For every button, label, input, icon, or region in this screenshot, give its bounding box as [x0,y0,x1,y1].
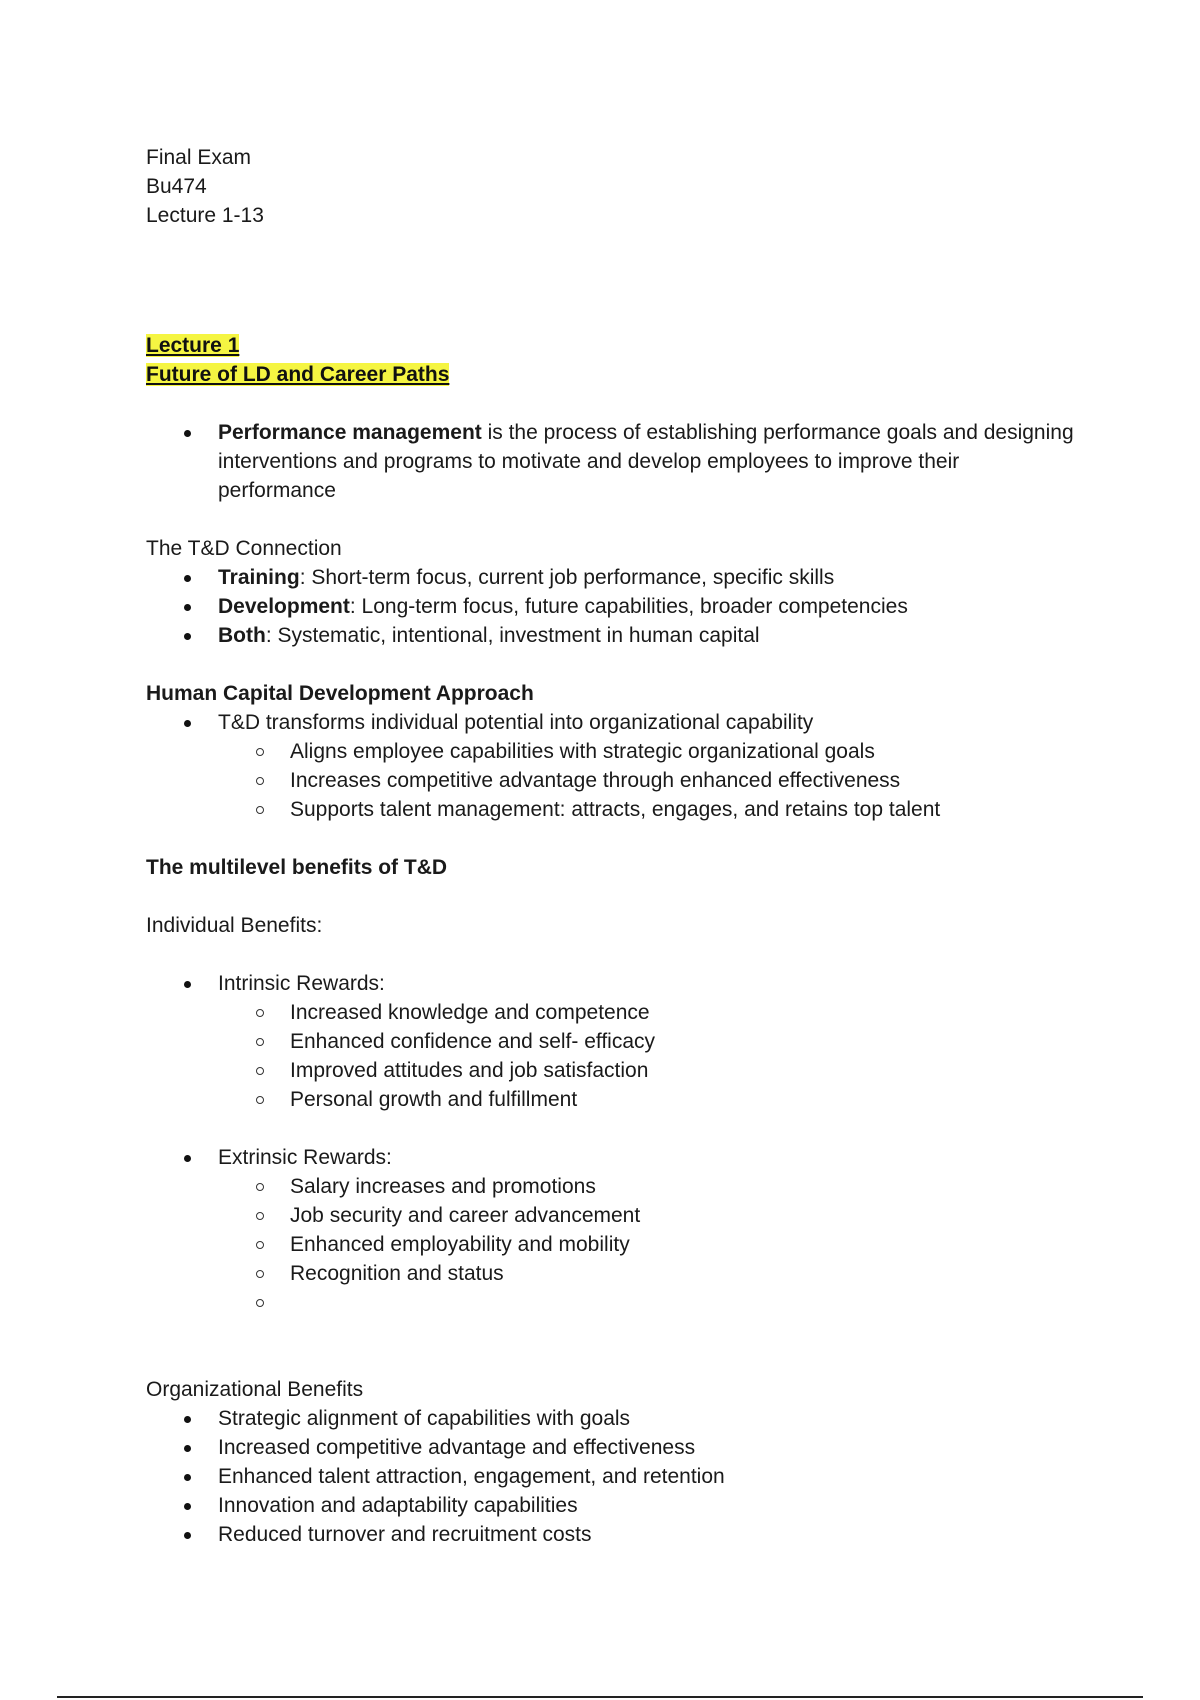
sublist-item: Job security and career advancement [146,1201,1066,1230]
hollow-bullet-icon [256,1096,264,1104]
bullet-icon [184,981,191,988]
sublist-item: Recognition and status [146,1259,1066,1288]
bullet-icon [184,1445,191,1452]
header-line-course: Bu474 [146,175,207,198]
bullet-icon [184,720,191,727]
hollow-bullet-icon [256,1212,264,1220]
bullet-icon [184,1503,191,1510]
sublist-item-empty [146,1288,1066,1317]
list-item: Intrinsic Rewards: Increased knowledge and competence Enhanced confidence and self- efficacy Improved attitudes and job satisfaction Personal growth and fulfillment [146,969,1066,1114]
lecture-label: Lecture 1 [146,334,240,357]
hcd-list [146,708,1066,824]
sublist-item: Increased knowledge and competence [146,998,1066,1027]
organizational-list [146,1404,1066,1549]
bullet-icon [184,1155,191,1162]
list-item: Enhanced talent attraction, engagement, and retention [146,1462,1066,1491]
hollow-bullet-icon [256,1067,264,1075]
bullet-icon [184,1474,191,1481]
list-item: Increased competitive advantage and effectiveness [146,1433,1066,1462]
header-line-lectures: Lecture 1-13 [146,204,264,227]
bullet-icon [184,633,191,640]
hollow-bullet-icon [256,1270,264,1278]
list-item: Extrinsic Rewards: Salary increases and promotions Job security and career advancement Enhanced employability and mobility Recognition and status [146,1143,1066,1317]
organizational-benefits-heading: Organizational Benefits [146,1378,364,1401]
bullet-icon [184,430,191,437]
intrinsic-sublist [218,998,1066,1114]
extrinsic-sublist [218,1172,1066,1317]
bullet-icon [184,1532,191,1539]
hollow-bullet-icon [256,1009,264,1017]
sublist-item: Personal growth and fulfillment [146,1085,1066,1114]
performance-list [146,418,1074,505]
lecture-title: Future of LD and Career Paths [146,363,450,386]
list-item: Reduced turnover and recruitment costs [146,1520,1066,1549]
sublist-item: Enhanced confidence and self- efficacy [146,1027,1066,1056]
list-item: T&D transforms individual potential into organizational capability Aligns employee capabilities with strategic organizational goals Increases competitive advantage through enhanced effectiveness Supports talent management: attracts, engages, and retains top talent [146,708,1066,824]
hcd-heading: Human Capital Development Approach [146,682,534,705]
sublist-item: Supports talent management: attracts, engages, and retains top talent [146,795,1066,824]
hcd-sublist [218,737,1066,824]
hollow-bullet-icon [256,748,264,756]
list-item: Innovation and adaptability capabilities [146,1491,1066,1520]
td-connection-heading: The T&D Connection [146,537,342,560]
sublist-item: Increases competitive advantage through enhanced effectiveness [146,766,1066,795]
sublist-item: Salary increases and promotions [146,1172,1066,1201]
multilevel-heading: The multilevel benefits of T&D [146,856,448,879]
list-item [146,418,1074,505]
list-item: Training: Short-term focus, current job performance, specific skills [146,563,1066,592]
list-item: Both: Systematic, intentional, investment in human capital [146,621,1066,650]
intrinsic-list [146,969,1066,1114]
performance-definition: is the process of establishing performance goals and designing interventions and programs to motivate and develop employees to improve their performance [218,421,1074,502]
page-bottom-divider [57,1696,1143,1698]
hollow-bullet-icon [256,1038,264,1046]
hollow-bullet-icon [256,777,264,785]
hollow-bullet-icon [256,1241,264,1249]
bullet-icon [184,1416,191,1423]
sublist-item: Enhanced employability and mobility [146,1230,1066,1259]
individual-benefits-heading: Individual Benefits: [146,914,323,937]
performance-term: Performance management [218,421,482,444]
hollow-bullet-icon [256,1183,264,1191]
extrinsic-list [146,1143,1066,1317]
list-item: Strategic alignment of capabilities with goals [146,1404,1066,1433]
sublist-item: Aligns employee capabilities with strategic organizational goals [146,737,1066,766]
list-item: Development: Long-term focus, future capabilities, broader competencies [146,592,1066,621]
hollow-bullet-icon [256,806,264,814]
bullet-icon [184,604,191,611]
sublist-item: Improved attitudes and job satisfaction [146,1056,1066,1085]
hollow-bullet-icon [256,1299,264,1307]
header-line-title: Final Exam [146,146,252,169]
document-page [146,143,1074,1549]
bullet-icon [184,575,191,582]
td-connection-list [146,563,1066,650]
